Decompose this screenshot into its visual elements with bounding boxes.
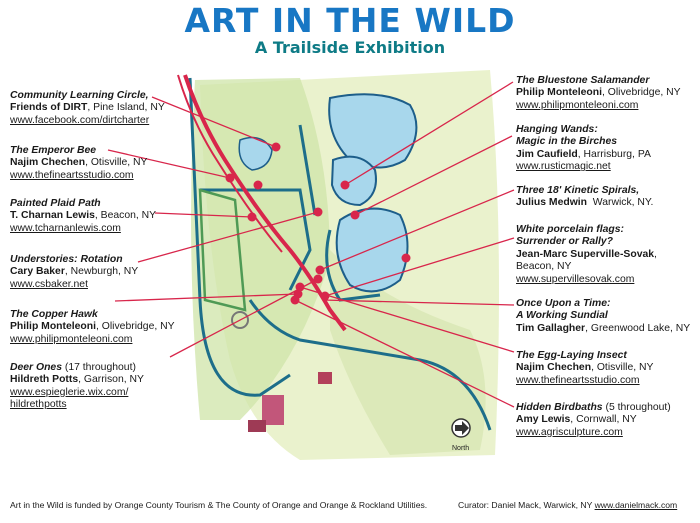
- artwork-title: Hidden Birdbaths: [516, 402, 603, 413]
- page-subtitle: A Trailside Exhibition: [254, 38, 446, 57]
- artist-location: , Olivebridge, NY: [602, 87, 681, 99]
- artist-location: , Garrison, NY: [78, 374, 144, 386]
- artist-name: Philip Monteleoni: [10, 321, 97, 333]
- artist-location: , Olivebridge, NY: [96, 321, 175, 333]
- artist-link[interactable]: www.thefineartsstudio.com: [516, 374, 640, 386]
- label-egg-laying-insect: [516, 350, 653, 387]
- artwork-note: (5 throughout): [602, 402, 671, 413]
- artwork-note: (17 throughout): [61, 362, 136, 373]
- artist-location: , Harrisburg, PA: [577, 148, 651, 160]
- artwork-title: Once Upon a Time:: [516, 298, 611, 309]
- artist-name: Jim Caufield: [516, 148, 578, 160]
- label-working-sundial: [516, 298, 690, 335]
- label-hidden-birdbaths: [516, 402, 671, 439]
- artist-link[interactable]: www.supervillesovak.com: [516, 273, 635, 285]
- artist-name: Cary Baker: [10, 266, 65, 278]
- label-community-learning-circle: [10, 90, 165, 127]
- artwork-title: Painted Plaid Path: [10, 198, 101, 209]
- artist-link[interactable]: www.espieglerie.wix.com/: [10, 386, 129, 398]
- artwork-subtitle: A Working Sundial: [516, 310, 608, 322]
- pond-middle: [332, 157, 376, 205]
- art-marker: [321, 292, 330, 301]
- page-title: ART IN THE WILD: [184, 1, 516, 40]
- art-marker: [351, 211, 360, 220]
- artwork-title: The Emperor Bee: [10, 145, 97, 156]
- artist-link-continued[interactable]: hildrethpotts: [10, 399, 67, 411]
- label-bluestone-salamander: [516, 75, 681, 112]
- artwork-subtitle: Surrender or Rally?: [516, 236, 614, 248]
- artwork-title: The Bluestone Salamander: [516, 75, 650, 86]
- label-deer-ones: [10, 362, 144, 412]
- art-marker: [316, 266, 325, 275]
- artist-name: Jean-Marc Superville-Sovak: [516, 248, 655, 260]
- art-marker: [402, 254, 411, 263]
- artwork-title: The Copper Hawk: [10, 309, 98, 320]
- art-marker: [291, 296, 300, 305]
- artist-location: , Otisville, NY: [591, 362, 654, 374]
- artist-name: Tim Gallagher: [516, 322, 586, 334]
- label-hanging-wands: [516, 124, 651, 174]
- art-marker: [314, 275, 323, 284]
- artwork-title: Deer Ones: [10, 362, 62, 373]
- artwork-title: The Egg-Laying Insect: [516, 350, 627, 361]
- label-emperor-bee: [10, 145, 147, 182]
- label-kinetic-spirals: [516, 185, 653, 210]
- art-marker: [248, 213, 257, 222]
- artist-name: Amy Lewis: [516, 414, 571, 426]
- funding-credit: Art in the Wild is funded by Orange County Tourism & The County of Orange and Orange & Rockland Utilities.: [10, 500, 428, 510]
- artist-link[interactable]: www.agrisculpture.com: [516, 426, 623, 438]
- label-understories-rotation: [10, 254, 138, 291]
- art-marker: [314, 208, 323, 217]
- label-painted-plaid-path: [10, 198, 156, 235]
- artwork-subtitle: Magic in the Birches: [516, 136, 618, 148]
- artwork-title: Hanging Wands:: [516, 124, 598, 135]
- art-marker: [272, 143, 281, 152]
- pond-south: [337, 209, 408, 292]
- artist-location: , Greenwood Lake, NY: [585, 322, 691, 334]
- artist-link[interactable]: www.tcharnanlewis.com: [10, 222, 121, 234]
- art-marker: [296, 283, 305, 292]
- artist-location: , Cornwall, NY: [570, 414, 637, 426]
- curator-credit: [458, 500, 677, 511]
- artwork-title: White porcelain flags:: [516, 224, 624, 235]
- art-marker: [226, 174, 235, 183]
- compass-label: North: [452, 445, 470, 452]
- artwork-title: Community Learning Circle,: [10, 90, 149, 101]
- artwork-title: Three 18' Kinetic Spirals,: [516, 185, 640, 196]
- artist-link[interactable]: www.rusticmagic.net: [516, 161, 611, 173]
- art-marker: [341, 181, 350, 190]
- artist-link[interactable]: www.csbaker.net: [10, 278, 88, 290]
- artist-name: Hildreth Potts: [10, 374, 79, 386]
- art-marker: [254, 181, 263, 190]
- artist-name: Najim Chechen: [516, 362, 592, 374]
- artist-location-line: Beacon, NY: [516, 261, 572, 273]
- building: [248, 420, 266, 432]
- artist-name: T. Charnan Lewis: [10, 210, 95, 222]
- artist-link[interactable]: www.thefineartsstudio.com: [10, 169, 134, 181]
- artist-location: , Otisville, NY: [85, 157, 148, 169]
- curator-name: Curator: Daniel Mack, Warwick, NY: [458, 500, 595, 510]
- artist-link[interactable]: www.philipmonteleoni.com: [516, 99, 639, 111]
- label-copper-hawk: [10, 309, 175, 346]
- artist-name: Philip Monteleoni: [516, 87, 603, 99]
- artist-location: Warwick, NY.: [587, 197, 654, 209]
- artist-link[interactable]: www.philipmonteleoni.com: [10, 333, 133, 345]
- artist-location: , Newburgh, NY: [64, 266, 139, 278]
- artist-location: ,: [654, 248, 657, 260]
- artist-name: Najim Chechen: [10, 157, 86, 169]
- building: [318, 372, 332, 384]
- artist-link[interactable]: www.facebook.com/dirtcharter: [10, 114, 150, 126]
- artist-name: Julius Medwin: [516, 197, 588, 209]
- artist-name: Friends of DIRT: [10, 102, 88, 114]
- label-porcelain-flags: [516, 224, 657, 286]
- artwork-title: Understories: Rotation: [10, 254, 123, 265]
- curator-link[interactable]: www.danielmack.com: [594, 500, 678, 510]
- artist-location: , Pine Island, NY: [87, 102, 165, 114]
- artist-location: , Beacon, NY: [94, 210, 157, 222]
